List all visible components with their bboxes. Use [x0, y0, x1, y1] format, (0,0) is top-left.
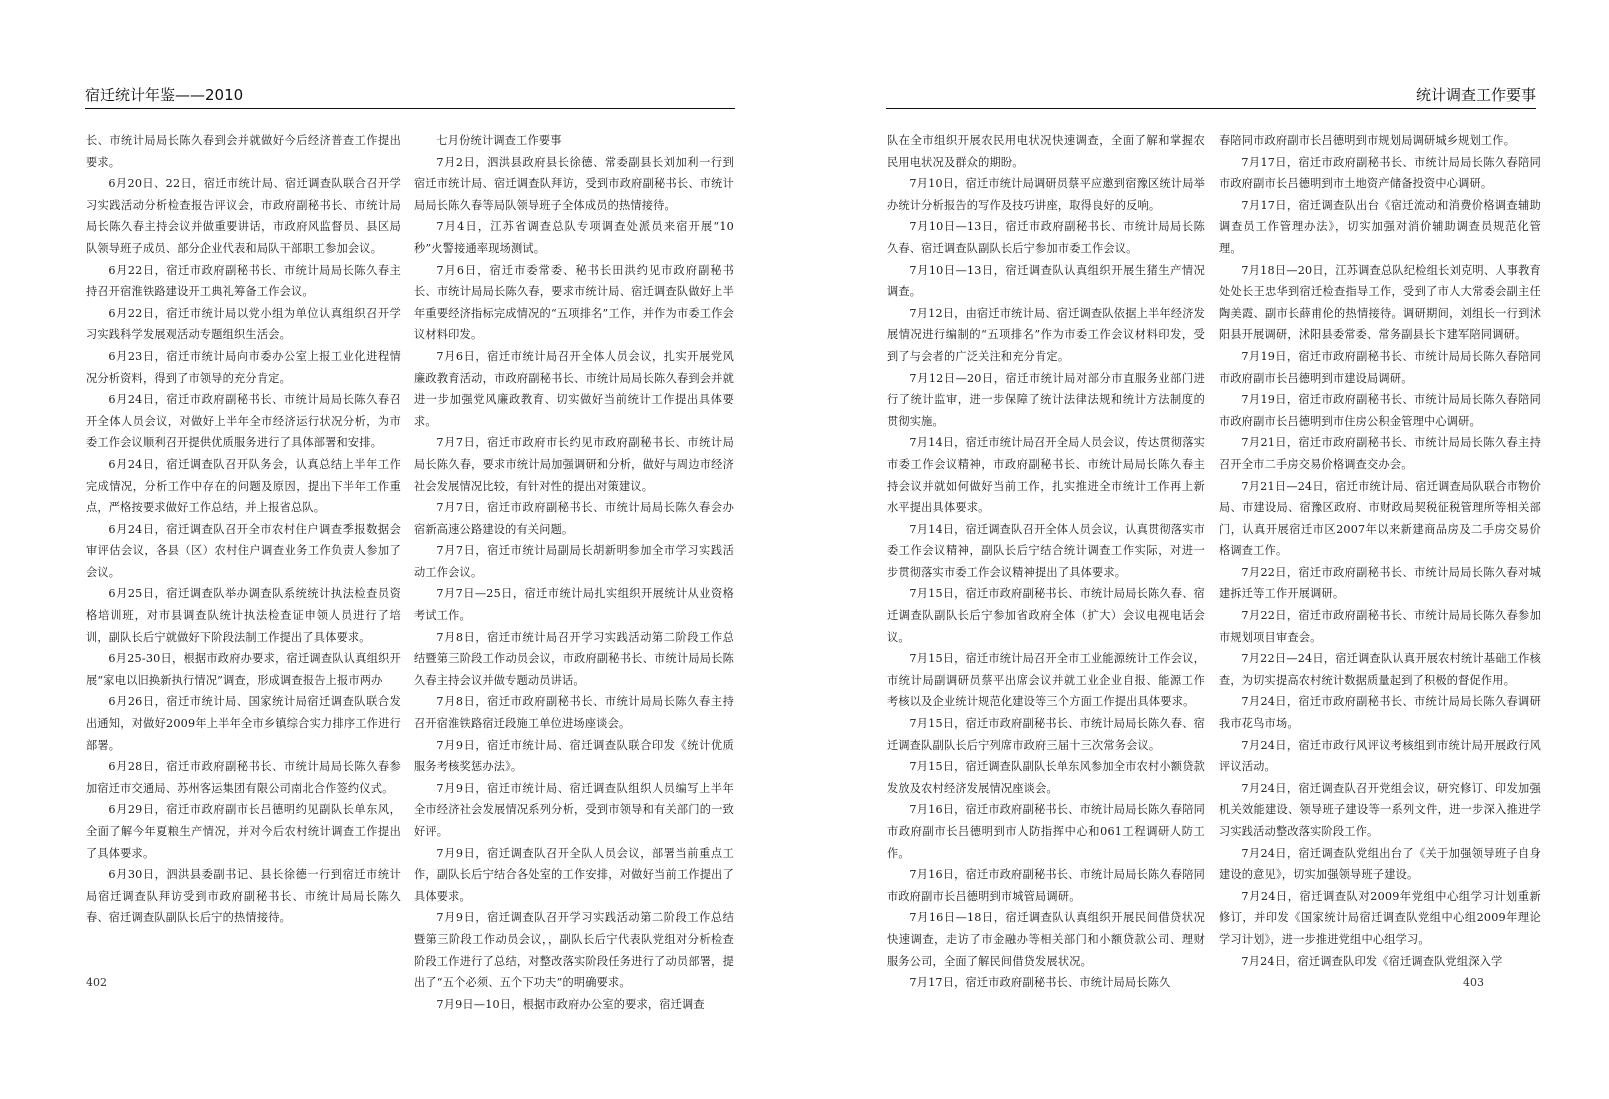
entry-paragraph: 7月2日，泗洪县政府县长徐德、常委副县长刘加利一行到宿迁市统计局、宿迁调查队拜访，受到市政府副秘书长、市统计局局长陈久春等局队领导班子全体成员的热情接待。	[414, 155, 734, 212]
entry-paragraph: 6月22日，宿迁市统计局以党小组为单位认真组织召开学习实践科学发展观活动专题组织生活会。	[86, 306, 401, 342]
entry-paragraph: 7月15日，宿迁调查队副队长单东风参加全市农村小额贷款发放及农村经济发展情况座谈会。	[887, 760, 1205, 795]
entry-paragraph: 6月24日，宿迁调查队召开队务会，认真总结上半年工作完成情况，分析工作中存在的问题及原因，提出下半年工作重点，严格按要求做好工作总结，并上报省总队。	[86, 457, 401, 515]
entry-paragraph: 6月20日、22日，宿迁市统计局、宿迁调查队联合召开学习实践活动分析检查报告评议会，市政府副秘书长、市统计局局长陈久春主持会议并做重要讲话，市政府风监督员、县区局队领导班子成员、部分企业代表和局队干部职工参加会议。	[86, 177, 401, 255]
entry-paragraph: 7月18日—20日，江苏调查总队纪检组长刘克明、人事教育处处长王忠华到宿迁检查指导工作，受到了市人大常委会副主任陶美霞、副市长薛甫伦的热情接待。调研期间，刘组长一行到沭阳县开展调研，沭阳县委常委、常务副县长卞建军陪同调研。	[1219, 263, 1541, 342]
right-page-column-1	[887, 130, 1205, 994]
entry-paragraph: 7月9日—10日，根据市政府办公室的要求，宿迁调查	[436, 997, 705, 1011]
entry-paragraph: 7月6日，宿迁市统计局召开全体人员会议，扎实开展党风廉政教育活动，市政府副秘书长、市统计局局长陈久春到会并就进一步加强党风廉政教育、切实做好当前统计工作提出具体要求。	[414, 349, 734, 428]
entry-paragraph: 7月15日，宿迁市统计局召开全市工业能源统计工作会议，市统计局副调研员蔡平出席会议并就工业企业自报、能源工作考核以及企业统计规范化建设等三个方面工作提出具体要求。	[887, 652, 1205, 709]
entry-paragraph: 7月7日，宿迁市统计局副局长胡新明参加全市学习实践活动工作会议。	[414, 544, 734, 579]
section-title: 七月份统计调查工作要事	[436, 134, 562, 147]
entry-paragraph: 7月19日，宿迁市政府副秘书长、市统计局局长陈久春陪同市政府副市长吕德明到市住房公积金管理中心调研。	[1219, 393, 1541, 428]
left-page-column-2	[414, 130, 734, 1015]
entry-paragraph: 7月9日，宿迁调查队召开学习实践活动第二阶段工作总结暨第三阶段工作动员会议，，副队长后宁代表队党组对分析检查阶段工作进行了总结，对整改落实阶段任务进行了动员部署，提出了“五个必须、五个下功夫”的明确要求。	[414, 911, 734, 990]
left-page	[0, 0, 790, 1099]
entry-paragraph: 6月22日，宿迁市政府副秘书长、市统计局局长陈久春主持召开宿淮铁路建设开工典礼筹备工作会议。	[86, 263, 401, 299]
entry-paragraph: 7月17日，宿迁市政府副秘书长、市统计局局长陈久春陪同市政府副市长吕德明到市土地资产储备投资中心调研。	[1219, 155, 1541, 191]
entry-paragraph: 7月9日，宿迁调查队召开全队人员会议，部署当前重点工作，副队长后宁结合各处室的工作安排，对做好当前工作提出了具体要求。	[414, 846, 734, 903]
right-page-column-2	[1219, 130, 1541, 972]
entry-paragraph: 6月24日，宿迁调查队召开全市农村住户调查季报数据会审评估会议，各县（区）农村住户调查业务工作负责人参加了会议。	[86, 522, 401, 579]
entry-paragraph: 6月28日，宿迁市政府副秘书长、市统计局局长陈久春参加宿迁市交通局、苏州客运集团有限公司南北合作签约仪式。	[86, 760, 401, 795]
entry-paragraph: 6月25-30日，根据市政府办要求，宿迁调查队认真组织开展“家电以旧换新执行情况”调查，形成调查报告上报市两办	[86, 652, 401, 687]
entry-paragraph: 6月29日，宿迁市政府副市长吕德明约见副队长单东风，全面了解今年夏粮生产情况，并对今后农村统计调查工作提出了具体要求。	[86, 803, 401, 860]
entry-paragraph: 7月22日，宿迁市政府副秘书长、市统计局局长陈久春参加市规划项目审查会。	[1219, 609, 1541, 644]
entry-paragraph: 7月7日—25日，宿迁市统计局扎实组织开展统计从业资格考试工作。	[414, 587, 734, 623]
entry-paragraph: 7月16日，宿迁市政府副秘书长、市统计局局长陈久春陪同市政府副市长吕德明到市城管局调研。	[887, 868, 1205, 903]
entry-paragraph: 7月15日，宿迁市政府副秘书长、市统计局局长陈久春、宿迁调查队副队长后宁列席市政府三届十三次常务会议。	[887, 717, 1205, 752]
entry-paragraph: 7月24日，宿迁调查队印发《宿迁调查队党组深入学	[1241, 954, 1503, 968]
entry-paragraph: 7月21日，宿迁市政府副秘书长、市统计局局长陈久春主持召开全市二手房交易价格调查交办会。	[1219, 436, 1541, 471]
entry-paragraph: 长、市统计局局长陈久春到会并就做好今后经济普查工作提出要求。	[86, 134, 401, 169]
entry-paragraph: 7月21日—24日，宿迁市统计局、宿迁调查局队联合市物价局、市建设局、宿豫区政府、市财政局契税征税管理所等相关部门，认真开展宿迁市区2007年以来新建商品房及二手房交易价格调查工作。	[1219, 479, 1541, 558]
entry-paragraph: 6月30日，泗洪县委副书记、县长徐德一行到宿迁市统计局宿迁调查队拜访受到市政府副秘书长、市统计局局长陈久春、宿迁调查队副队长后宁的热情接待。	[86, 868, 401, 925]
page-number-left: 402	[86, 976, 107, 989]
entry-paragraph: 7月17日，宿迁调查队出台《宿迁流动和消费价格调查辅助调查员工作管理办法》，切实加强对消价辅助调查员规范化管理。	[1219, 198, 1541, 255]
entry-paragraph: 7月8日，宿迁市统计局召开学习实践活动第二阶段工作总结暨第三阶段工作动员会议，市政府副秘书长、市统计局局长陈久春主持会议并做专题动员讲话。	[414, 630, 734, 687]
entry-paragraph: 7月14日，宿迁市统计局召开全局人员会议，传达贯彻落实市委工作会议精神，市政府副秘书长、市统计局局长陈久春主持会议并就如何做好当前工作，扎实推进全市统计工作再上新水平提出具体要求。	[887, 436, 1205, 515]
entry-paragraph: 7月16日，宿迁市政府副秘书长、市统计局局长陈久春陪同市政府副市长吕德明到市人防指挥中心和061工程调研人防工作。	[887, 803, 1205, 860]
entry-paragraph: 7月15日，宿迁市政府副秘书长、市统计局局长陈久春、宿迁调查队副队长后宁参加省政府全体（扩大）会议电视电话会议。	[887, 587, 1205, 644]
entry-paragraph: 7月24日，宿迁调查队对2009年党组中心组学习计划重新修订，并印发《国家统计局宿迁调查队党组中心组2009年理论学习计划》，进一步推进党组中心组学习。	[1219, 889, 1541, 946]
entry-paragraph: 6月26日，宿迁市统计局、国家统计局宿迁调查队联合发出通知，对做好2009年上半年全市乡镇综合实力排序工作进行部署。	[86, 695, 401, 752]
entry-paragraph: 春陪同市政府副市长吕德明到市规划局调研城乡规划工作。	[1219, 134, 1516, 147]
running-head-left: 宿迁统计年鉴——2010	[85, 84, 735, 109]
entry-paragraph: 7月17日，宿迁市政府副秘书长、市统计局局长陈久	[909, 976, 1171, 990]
entry-paragraph: 7月22日—24日，宿迁调查队认真开展农村统计基础工作核查，为切实提高农村统计数据质量起到了积极的督促作用。	[1219, 652, 1541, 687]
entry-paragraph: 7月24日，宿迁调查队召开党组会议，研究修订、印发加强机关效能建设、领导班子建设等一系列文件，进一步深入推进学习实践活动整改落实阶段工作。	[1219, 781, 1541, 838]
right-page	[820, 0, 1609, 1099]
entry-paragraph: 7月9日，宿迁市统计局、宿迁调查队联合印发《统计优质服务考核奖惩办法》。	[414, 738, 734, 774]
entry-paragraph: 7月12日，由宿迁市统计局、宿迁调查队依据上半年经济发展情况进行编制的“五项排名”作为市委工作会议材料印发，受到了与会者的广泛关注和充分肯定。	[887, 306, 1205, 363]
left-page-column-1	[86, 130, 401, 929]
entry-paragraph: 7月9日，宿迁市统计局、宿迁调查队组织人员编写上半年全市经济社会发展情况系列分析，受到市领导和有关部门的一致好评。	[414, 781, 734, 838]
entry-paragraph: 6月24日，宿迁市政府副秘书长、市统计局局长陈久春召开全体人员会议，对做好上半年全市经济运行状况分析，为市委工作会议顺利召开提供优质服务进行了具体部署和安排。	[86, 393, 401, 450]
entry-paragraph: 7月8日，宿迁市政府副秘书长、市统计局局长陈久春主持召开宿淮铁路宿迁段施工单位进场座谈会。	[414, 695, 734, 731]
page-number-right: 403	[1463, 976, 1484, 989]
entry-paragraph: 7月10日—13日，宿迁调查队认真组织开展生猪生产情况调查。	[887, 263, 1205, 299]
entry-paragraph: 7月4日，江苏省调查总队专项调查处派员来宿开展“10秒”火警接通率现场测试。	[414, 220, 734, 255]
running-head-right: 统计调查工作要事	[886, 84, 1536, 109]
entry-paragraph: 7月24日，宿迁市政府副秘书长、市统计局局长陈久春调研我市花鸟市场。	[1219, 695, 1541, 731]
entry-paragraph: 7月24日，宿迁市政行风评议考核组到市统计局开展政行风评议活动。	[1219, 738, 1541, 774]
entry-paragraph: 6月23日，宿迁市统计局向市委办公室上报工业化进程情况分析资料，得到了市领导的充分肯定。	[86, 349, 401, 385]
entry-paragraph: 7月7日，宿迁市政府副秘书长、市统计局局长陈久春会办宿新高速公路建设的有关问题。	[414, 501, 734, 536]
entry-paragraph: 7月10日—13日，宿迁市政府副秘书长、市统计局局长陈久春、宿迁调查队副队长后宁参加市委工作会议。	[887, 220, 1205, 255]
entry-paragraph: 7月24日，宿迁调查队党组出台了《关于加强领导班子自身建设的意见》，切实加强领导班子建设。	[1219, 846, 1541, 882]
entry-paragraph: 7月19日，宿迁市政府副秘书长、市统计局局长陈久春陪同市政府副市长吕德明到市建设局调研。	[1219, 349, 1541, 385]
entry-paragraph: 6月25日，宿迁调查队举办调查队系统统计执法检查员资格培训班，对市县调查队统计执法检查证申领人员进行了培训，副队长后宁就做好下阶段法制工作提出了具体要求。	[86, 587, 401, 644]
entry-paragraph: 队在全市组织开展农民用电状况快速调查，全面了解和掌握农民用电状况及群众的期盼。	[887, 134, 1205, 169]
entry-paragraph: 7月14日，宿迁调查队召开全体人员会议，认真贯彻落实市委工作会议精神，副队长后宁结合统计调查工作实际，对进一步贯彻落实市委工作会议精神提出了具体要求。	[887, 522, 1205, 579]
entry-paragraph: 7月7日，宿迁市政府市长约见市政府副秘书长、市统计局局长陈久春，要求市统计局加强调研和分析，做好与周边市经济社会发展情况比较，有针对性的提出对策建议。	[414, 436, 734, 493]
entry-paragraph: 7月22日，宿迁市政府副秘书长、市统计局局长陈久春对城建拆迁等工作开展调研。	[1219, 565, 1541, 601]
entry-paragraph: 7月16日—18日，宿迁调查队认真组织开展民间借贷状况快速调查，走访了市金融办等相关部门和小额贷款公司、理财服务公司，全面了解民间借贷发展状况。	[887, 911, 1205, 968]
entry-paragraph: 7月10日，宿迁市统计局调研员蔡平应邀到宿豫区统计局举办统计分析报告的写作及技巧讲座，取得良好的反响。	[887, 177, 1205, 212]
entry-paragraph: 7月6日，宿迁市委常委、秘书长田洪约见市政府副秘书长、市统计局局长陈久春，要求市统计局、宿迁调查队做好上半年重要经济指标完成情况的“五项排名”工作，并作为市委工作会议材料印发。	[414, 263, 734, 342]
entry-paragraph: 7月12日—20日，宿迁市统计局对部分市直服务业部门进行了统计监审，进一步保障了统计法律法规和统计方法制度的贯彻实施。	[887, 371, 1205, 428]
